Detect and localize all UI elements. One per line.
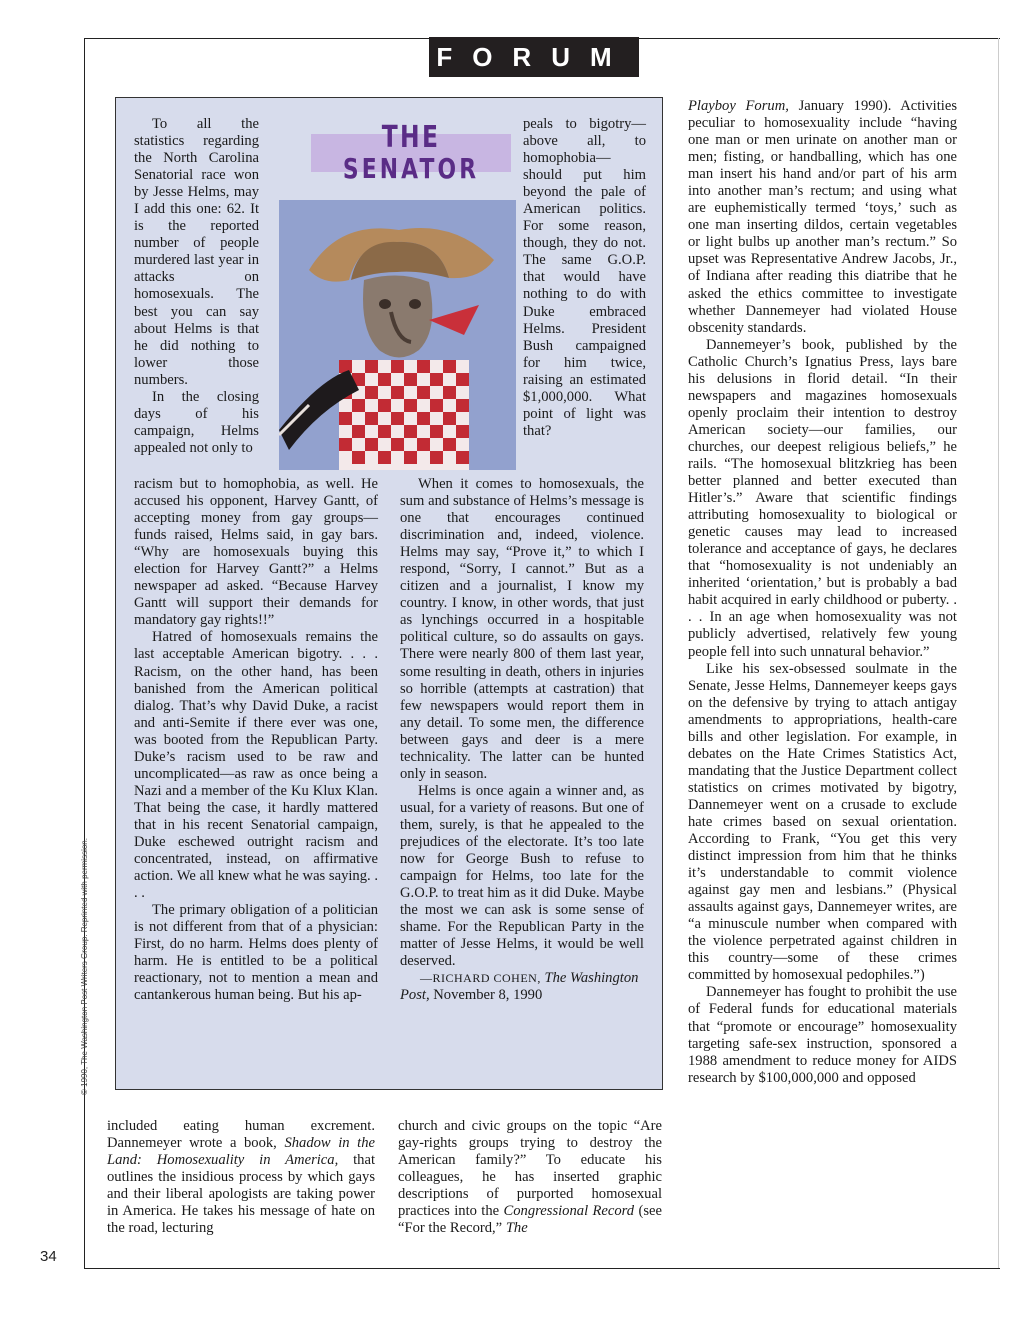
bottom-rule <box>84 1268 1000 1269</box>
right-edge <box>998 38 999 1268</box>
sidebar-paragraph: racism but to homophobia, as well. He accused his opponent, Harvey Gantt, of accepting money from gay groups—funds raised, Helms said, in gay bars. “Why are homosexuals buying this election for Harvey Gantt?” a Helms newspaper ad asked. “Because Harvey Gantt will support their demands for mandatory gay rights!!” <box>134 476 378 629</box>
sidebar-headline <box>311 112 511 185</box>
checkered-shirt <box>339 360 469 470</box>
sidebar-right-col-top <box>523 116 646 440</box>
senator-illustration <box>279 200 516 470</box>
sidebar-signature <box>400 970 644 1004</box>
sidebar-paragraph: peals to bigotry—above all, to homophobia—should put him beyond the pale of American politics. For some reason, though, they do not. The same G.O.P. that would have nothing to do with Duke embraced Helms. President Bush campaigned for him twice, raising an estimated $1,000,000. What point of light was that? <box>523 116 646 439</box>
text-run: (see “For the Record,” <box>398 1203 662 1237</box>
article-col-right <box>688 98 957 1087</box>
article-paragraph <box>688 98 957 337</box>
sidebar-paragraph: The primary obligation of a politician is not different from that of a physician: First, do no harm. Helms does plenty of harm. He is entitled to be a political reactionary, not to mention a mean and cantankerous human being. But his ap- <box>134 902 378 1004</box>
signature-date: November 8, 1990 <box>433 987 543 1004</box>
sidebar-paragraph: In the closing days of his campaign, Helms appealed not only to <box>134 388 259 456</box>
article-paragraph <box>107 1118 375 1237</box>
text-run: church and civic groups on the topic “Are gay-rights groups trying to destroy the American family?” To educate his colleagues, he has inserted graphic descriptions of purported homosexual practices into the <box>398 1118 662 1220</box>
article-col-mid-bottom <box>398 1118 662 1237</box>
signature-publication: The Washington Post, <box>400 970 639 1004</box>
article-col-left-bottom <box>107 1118 375 1237</box>
article-paragraph <box>398 1118 662 1237</box>
sidebar-paragraph: Hatred of homosexuals remains the last acceptable American bigotry. . . . Racism, on the other hand, has been banished from the American political dialog. That’s why David Duke, a racist and anti-Semite if there ever was one, was booted from the Republican Party. Duke’s racism used to be raw and uncomplicated—as raw as once being a Nazi and a member of the Ku Klux Klan. That being the case, it hardly mattered that in his recent Senatorial campaign, Duke eschewed outright racism and concentrated, instead, on affirmative action. We all knew what he was saying. . . . <box>134 629 378 902</box>
article-paragraph: Dannemeyer’s book, published by the Catholic Church’s Ignatius Press, lays bare his delusions in florid detail. “In their newspapers and magazines homosexuals openly proclaim their intention to destroy American society—our families, our churches, our deepest religious beliefs,” he rails. “The homosexual blitzkrieg has been better planned and better executed than Hitler’s.” Aware that scientific findings attributing homosexuality to biological or genetic causes may lead to increased tolerance and acceptance of gays, he declares that “homosexuality is not undeniably an inherited ‘orientation,’ but is probably a bad habit acquired in early childhood or puberty. . . . In an age when homosexuality was not publicly advertised, relatively few young people fell into such unnatural behavior.” <box>688 336 957 660</box>
sidebar-left-col-top <box>134 116 259 457</box>
book-title: Shadow in the Land: Homosexuality in America, <box>107 1135 375 1169</box>
headline-line-1: THE <box>381 120 441 155</box>
text-run: The <box>505 1220 528 1237</box>
article-paragraph: Like his sex-obsessed soulmate in the Senate, Jesse Helms, Dannemeyer keeps gays on the defensive by trying to attach antigay amendments to appropriations, health-care bills and other legislation. For example, in debates on the Hate Crimes Statistics Act, mandating that the Justice Department collect statistics on crimes motivated by bigotry, Dannemeyer went on a crusade to exclude hate crimes based on sexual orientation. According to Frank, “You get this very distinct impression from him that he thinks it’s understandable to commit violence against gay men and lesbians.” (Physical assaults against gays, Dannemeyer writes, are “a minuscule number when compared with the violence perpetrated against children in this country—some of these crimes committed by homosexual pedophiles.”) <box>688 660 957 984</box>
publication-title: Congressional Record <box>503 1203 635 1220</box>
publication-title: Playboy Forum, <box>688 98 789 114</box>
sidebar-right-col-bottom <box>400 476 644 1004</box>
text-run: that outlines the insidious process by which gays and their liberal apologists are taking power in America. He takes his message of hate on the road, lecturing <box>107 1152 376 1237</box>
page-number: 34 <box>40 1248 57 1265</box>
article-paragraph: Dannemeyer has fought to prohibit the use of Federal funds for educational materials that “promote or encourage” homosexuality targeting safe-sex instruction, sponsored a 1988 amendment to reduce money for AIDS research by $100,000,000 and opposed <box>688 984 957 1086</box>
sidebar-paragraph: Helms is once again a winner and, as usual, for a variety of reasons. But one of them, surely, is that he appealed to the prejudices of the electorate. It’s too late now for George Bush to refuse to campaign for Helms, too late for the G.O.P. to treat him as it did Duke. Maybe the most we can ask is some sense of shame. For the Republican Party in the matter of Jesse Helms, it would be well deserved. <box>400 782 644 970</box>
signature-author: —RICHARD COHEN, <box>420 971 541 986</box>
sidebar-left-col-bottom <box>134 476 378 1004</box>
sidebar-paragraph: To all the statistics regarding the North Carolina Senatorial race won by Jesse Helms, may I add this one: 62. It is the reported number of people murdered last year in attacks on homosexuals. The best you can say about Helms is that he did nothing to lower those numbers. <box>134 116 259 388</box>
section-banner: FORUM <box>429 37 639 77</box>
headline-line-2: SENATOR <box>342 152 480 185</box>
photo-credit: © 1990, The Washington Post Writers Group. Reprinted with permission. <box>80 838 89 1095</box>
text-run: included eating human excrement. Dannemeyer wrote a book, <box>107 1118 375 1152</box>
text-run: January 1990). Activities peculiar to homosexuality include “having one man or men urinate on another man or men; fisting, or handballing, which has one man insert his hand and/or part of his arm into another man’s rectum; and using what are euphemistically termed ‘toys,’ such as one man inserting dildos, certain vegetables or light bulbs up another man’s rectum.” So upset was Representative Andrew Jacobs, Jr., of Indiana after reading this diatribe that he asked the ethics committee to investigate whether Dannemeyer had violated House obscenity standards. <box>688 98 957 336</box>
sidebar-paragraph: When it comes to homosexuals, the sum and substance of Helms’s message is one that encourages continued discrimination and, indeed, violence. Helms may say, “Prove it,” to which I respond, “Sorry, I cannot.” But as a citizen and a journalist, I know my country. I know, in other words, that just as lynchings occurred in a hospitable political culture, so do assaults on gays. There were nearly 800 of them last year, some resulting in death, others in injuries so horrible (attempts at castration) that few newspapers would report them in any detail. To some men, the difference between gays and deer is a mere technicality. The latter can be hunted only in season. <box>400 476 644 782</box>
